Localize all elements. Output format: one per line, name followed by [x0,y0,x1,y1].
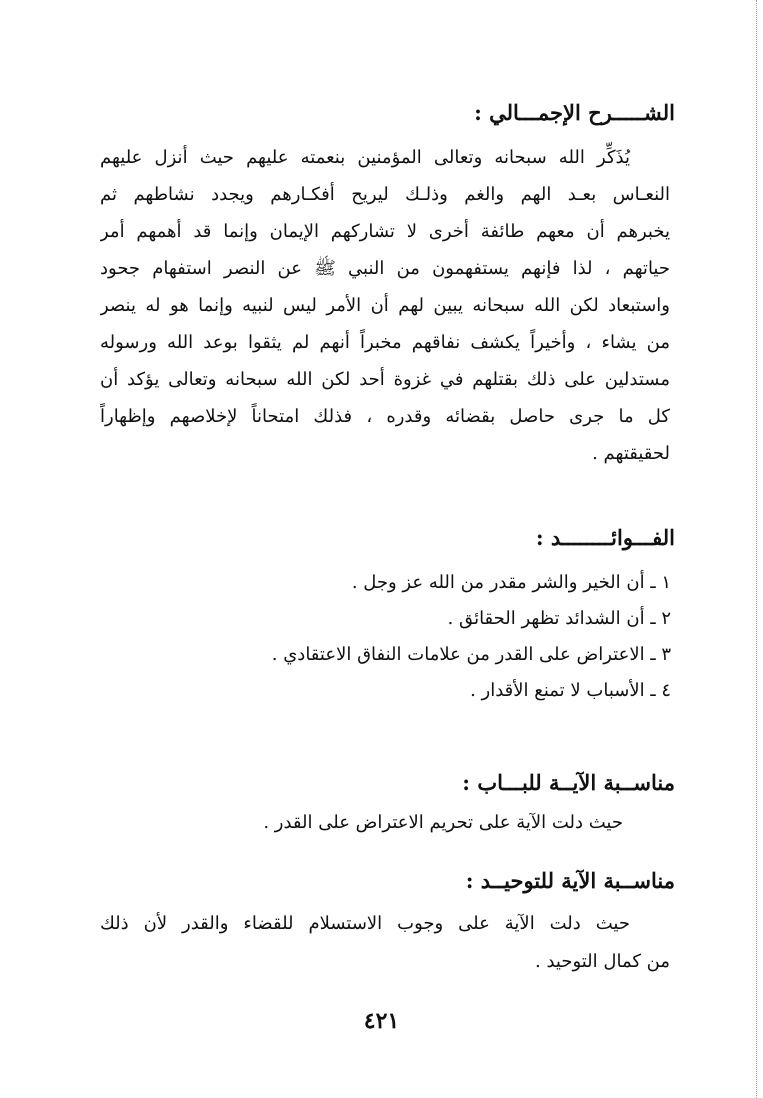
tawhid-relevance-line-1: حيث دلت الآية على وجوب الاستسلام للقضاء والقدر لأن ذلك [100,913,630,934]
page-number: ٤٢١ [363,1008,400,1034]
explanation-line-6: من يشاء ، وأخيراً يكشف نفاقهم مخبراً أنهم لم يثقوا بوعد الله ورسوله [100,332,670,353]
chapter-relevance-line-1: حيث دلت الآية على تحريم الاعتراض على القدر . [263,812,623,833]
explanation-line-8: كل ما جرى حاصل بقضائه وقدره ، فذلك امتحاناً لإخلاصهم وإظهاراً [100,406,670,427]
explanation-line-1: يُذَكِّر الله سبحانه وتعالى المؤمنين بنعمته عليهم حيث أنزل عليهم [100,147,630,168]
benefit-item-1: ١ ـ أن الخير والشر مقدر من الله عز وجل . [351,572,671,593]
explanation-line-4: حياتهم ، لذا فإنهم يستفهمون من النبي ﷺ عن النصر استفهام جحود [100,258,670,279]
explanation-line-2: النعـاس بعـد الهم والغم وذلـك ليريح أفكـارهم ويجدد نشاطهم ثم [100,184,670,205]
chapter-relevance-heading: مناســبة الآيــة للبـــاب : [462,770,675,795]
benefits-heading: الفـــوائــــــــد : [535,525,675,550]
benefit-item-4: ٤ ـ الأسباب لا تمنع الأقدار . [470,680,671,701]
tawhid-relevance-line-2: من كمال التوحيد . [535,951,670,972]
tawhid-relevance-heading: مناســبة الآية للتوحيــد : [465,868,675,893]
scan-edge-dots [756,0,757,1098]
explanation-heading: الشـــــرح الإجمـــالي : [474,100,675,125]
explanation-line-3: يخبرهم أن معهم طائفة أخرى لا تشاركهم الإيمان وإنما قد أهمهم أمر [100,221,670,242]
explanation-line-5: واستبعاد لكن الله سبحانه يبين لهم أن الأمر ليس لنبيه وإنما هو له ينصر [100,295,670,316]
explanation-line-9: لحقيقتهم . [592,443,670,464]
benefit-item-2: ٢ ـ أن الشدائد تظهر الحقائق . [447,608,671,629]
explanation-line-7: مستدلين على ذلك بقتلهم في غزوة أحد لكن الله سبحانه وتعالى يؤكد أن [100,369,670,390]
benefit-item-3: ٣ ـ الاعتراض على القدر من علامات النفاق الاعتقادي . [271,644,671,665]
